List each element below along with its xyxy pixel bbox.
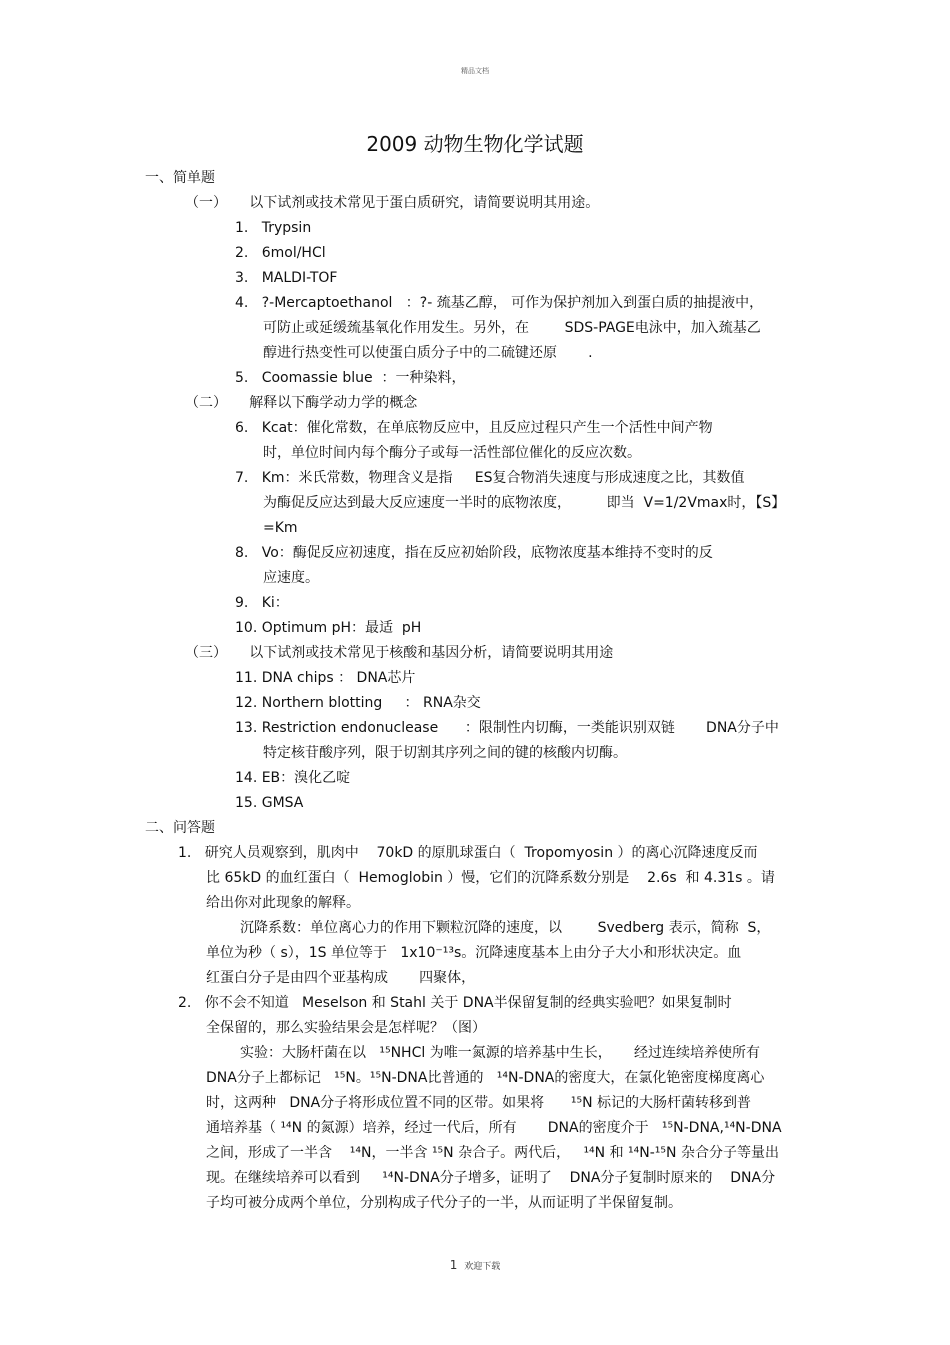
text-line: 7. Km：米氏常数，物理含义是指 ES复合物消失速度与形成速度之比，其数值 xyxy=(235,470,745,486)
text-line: 给出你对此现象的解释。 xyxy=(206,895,360,911)
text-line: 11. DNA chips ： DNA芯片 xyxy=(235,670,416,686)
text-line: DNA分子上都标记 ¹⁵N。¹⁵N-DNA比普通的 ¹⁴N-DNA的密度大，在氯化铯密度梯度离心 xyxy=(206,1070,765,1086)
page-header: 精品文档 xyxy=(461,67,489,75)
text-line: 现。在继续培养可以看到 ¹⁴N-DNA分子增多，证明了 DNA分子复制时原来的 DNA分 xyxy=(206,1170,776,1186)
text-line: 15. GMSA xyxy=(235,795,304,811)
text-line: 应速度。 xyxy=(263,570,319,586)
text-line: 二、问答题 xyxy=(145,820,215,836)
text-line: 2. 6mol/HCl xyxy=(235,245,326,261)
text-line: 单位为秒（ s），1S 单位等于 1x10⁻¹³s。沉降速度基本上由分子大小和形状决定。血 xyxy=(206,945,742,961)
text-line: 一、简单题 xyxy=(145,170,215,186)
text-line: 9. Ki： xyxy=(235,595,289,611)
text-line: 沉降系数：单位离心力的作用下颗粒沉降的速度，以 Svedberg 表示，简称 S， xyxy=(240,920,771,936)
text-line: 4. ?-Mercaptoethanol ：?- 巯基乙醇， 可作为保护剂加入到蛋白质的抽提液中， xyxy=(235,295,764,311)
text-line: 8. Vo：酶促反应初速度，指在反应初始阶段，底物浓度基本维持不变时的反 xyxy=(235,545,713,561)
text-line: 时，这两种 DNA分子将形成位置不同的区带。如果将 ¹⁵N 标记的大肠杆菌转移到普 xyxy=(206,1095,752,1111)
text-line: 全保留的，那么实验结果会是怎样呢？（图） xyxy=(206,1020,486,1036)
text-line: 12. Northern blotting ： RNA杂交 xyxy=(235,695,481,711)
text-line: 时，单位时间内每个酶分子或每一活性部位催化的反应次数。 xyxy=(263,445,641,461)
text-line: 特定核苷酸序列，限于切割其序列之间的键的核酸内切酶。 xyxy=(263,745,627,761)
text-line: 通培养基（ ¹⁴N 的氮源）培养，经过一代后，所有 DNA的密度介于 ¹⁵N-DNA,¹⁴N-DNA xyxy=(206,1120,782,1136)
text-line: 醇进行热变性可以使蛋白质分子中的二硫键还原 . xyxy=(263,345,593,361)
document-title: 2009 动物生物化学试题 xyxy=(366,132,584,156)
text-line: 红蛋白分子是由四个亚基构成 四聚体， xyxy=(206,970,476,986)
text-line: =Km xyxy=(263,520,298,536)
text-line: 13. Restriction endonuclease ：限制性内切酶，一类能识别双链 DNA分子中 xyxy=(235,720,779,736)
text-line: 3. MALDI-TOF xyxy=(235,270,338,286)
page-number: 1 xyxy=(449,1258,458,1272)
text-line: 10. Optimum pH：最适 pH xyxy=(235,620,422,636)
text-line: 子均可被分成两个单位，分别构成子代分子的一半，从而证明了半保留复制。 xyxy=(206,1195,682,1211)
text-line: 为酶促反应达到最大反应速度一半时的底物浓度， 即当 V=1/2Vmax时，【S】 xyxy=(263,495,786,511)
text-line: 14. EB：溴化乙啶 xyxy=(235,770,351,786)
text-line: 之间，形成了一半含 ¹⁴N，一半含 ¹⁵N 杂合子。两代后， ¹⁴N 和 ¹⁴N-¹⁵N 杂合分子等量出 xyxy=(206,1145,779,1161)
footer-text: 欢迎下载 xyxy=(464,1262,501,1272)
text-line: 1. 研究人员观察到，肌肉中 70kD 的原肌球蛋白（ Tropomyosin ）的离心沉降速度反而 xyxy=(178,845,758,861)
text-line: （三） 以下试剂或技术常见于核酸和基因分析，请简要说明其用途 xyxy=(185,645,614,661)
text-line: 6. Kcat：催化常数，在单底物反应中，且反应过程只产生一个活性中间产物 xyxy=(235,420,713,436)
page-footer xyxy=(0,1258,950,1272)
text-line: 实验：大肠杆菌在以 ¹⁵NHCl 为唯一氮源的培养基中生长， 经过连续培养使所有 xyxy=(240,1045,760,1061)
text-line: （一） 以下试剂或技术常见于蛋白质研究，请简要说明其用途。 xyxy=(185,195,600,211)
text-line: 可防止或延缓巯基氧化作用发生。另外，在 SDS-PAGE电泳中，加入巯基乙 xyxy=(263,320,761,336)
text-line: 5. Coomassie blue ：一种染料， xyxy=(235,370,466,386)
text-line: 1. Trypsin xyxy=(235,220,312,236)
text-line: （二） 解释以下酶学动力学的概念 xyxy=(185,395,418,411)
text-line: 2. 你不会不知道 Meselson 和 Stahl 关于 DNA半保留复制的经典实验吧？如果复制时 xyxy=(178,995,732,1011)
text-line: 比 65kD 的血红蛋白（ Hemoglobin ）慢，它们的沉降系数分别是 2.6s 和 4.31s 。请 xyxy=(206,870,775,886)
